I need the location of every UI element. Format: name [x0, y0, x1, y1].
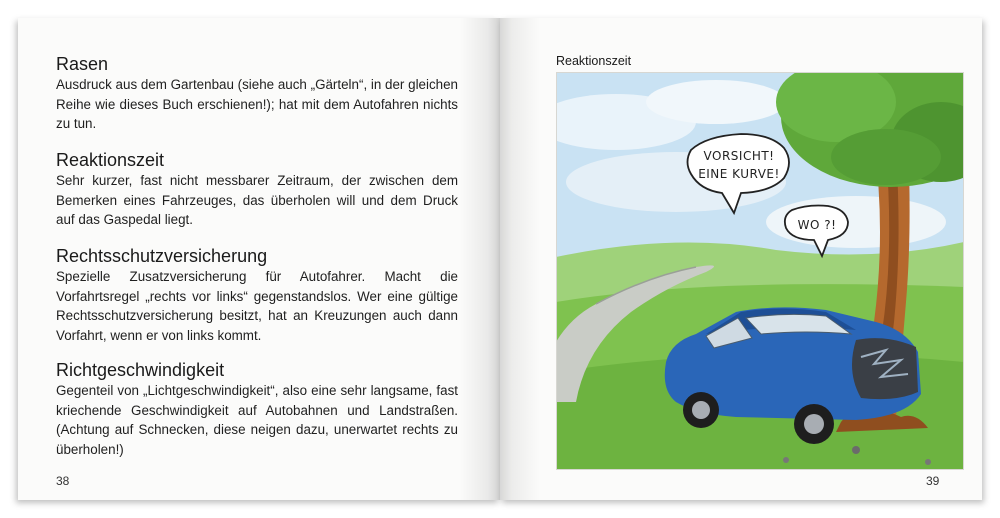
page-number-left: 38	[56, 474, 70, 488]
tree-foliage	[831, 129, 941, 185]
debris	[925, 459, 931, 465]
entry-heading: Richtgeschwindigkeit	[56, 360, 225, 380]
debris	[852, 446, 860, 454]
page-number-right: 39	[926, 474, 940, 488]
entry-text: Spezielle Zusatzversicherung für Autofahrer. Macht die Vorfahrtsregel „rechts vor links“ gegenstandslos. Wer eine gültige Rechtsschutzversicherung besitzt, hat an Kreuzungen auch dann Vorfahrt, wenn er von links kommt.	[56, 269, 458, 343]
entry-richtgeschwindigkeit	[56, 359, 458, 459]
car-hubcap	[692, 401, 710, 419]
entry-heading: Rechtsschutzversicherung	[56, 246, 268, 266]
left-page	[18, 18, 500, 500]
entry-text: Ausdruck aus dem Gartenbau (siehe auch „Gärteln“, in der gleichen Reihe wie dieses Buch erschienen!); hat mit dem Autofahren nichts zu tun.	[56, 77, 458, 132]
gutter-shadow-right	[500, 18, 540, 500]
entry-text: Sehr kurzer, fast nicht messbarer Zeitraum, der zwischen dem Bemerken eines Fahrzeuges, das überholen will und dem Druck auf das Gaspedal liegt.	[56, 173, 458, 228]
entry-rasen	[56, 53, 458, 134]
entry-rechtsschutzversicherung	[56, 245, 458, 345]
entry-text: Gegenteil von „Lichtgeschwindigkeit“, also eine sehr langsame, fast kriechende Geschwindigkeit auf Autobahnen und Landstraßen. (Achtung auf Schnecken, diese neigen dazu, unerwartet rechts zu überholen!)	[56, 383, 458, 457]
entry-heading: Rasen	[56, 54, 109, 74]
gutter-shadow-left	[460, 18, 500, 500]
open-book	[18, 18, 982, 500]
bubble-right-text: WO ?!	[797, 218, 837, 232]
cartoon-illustration	[556, 72, 964, 470]
cloud	[646, 80, 786, 124]
entry-reaktionszeit	[56, 149, 458, 230]
illustration-caption: Reaktionszeit	[556, 54, 632, 68]
car-hubcap	[804, 414, 824, 434]
entry-heading: Reaktionszeit	[56, 150, 165, 170]
bubble-left-line2: EINE KURVE!	[698, 167, 780, 181]
right-page	[500, 18, 982, 500]
debris	[783, 457, 789, 463]
car-crushed-front	[852, 338, 918, 399]
bubble-left-line1: VORSICHT!	[703, 149, 775, 163]
